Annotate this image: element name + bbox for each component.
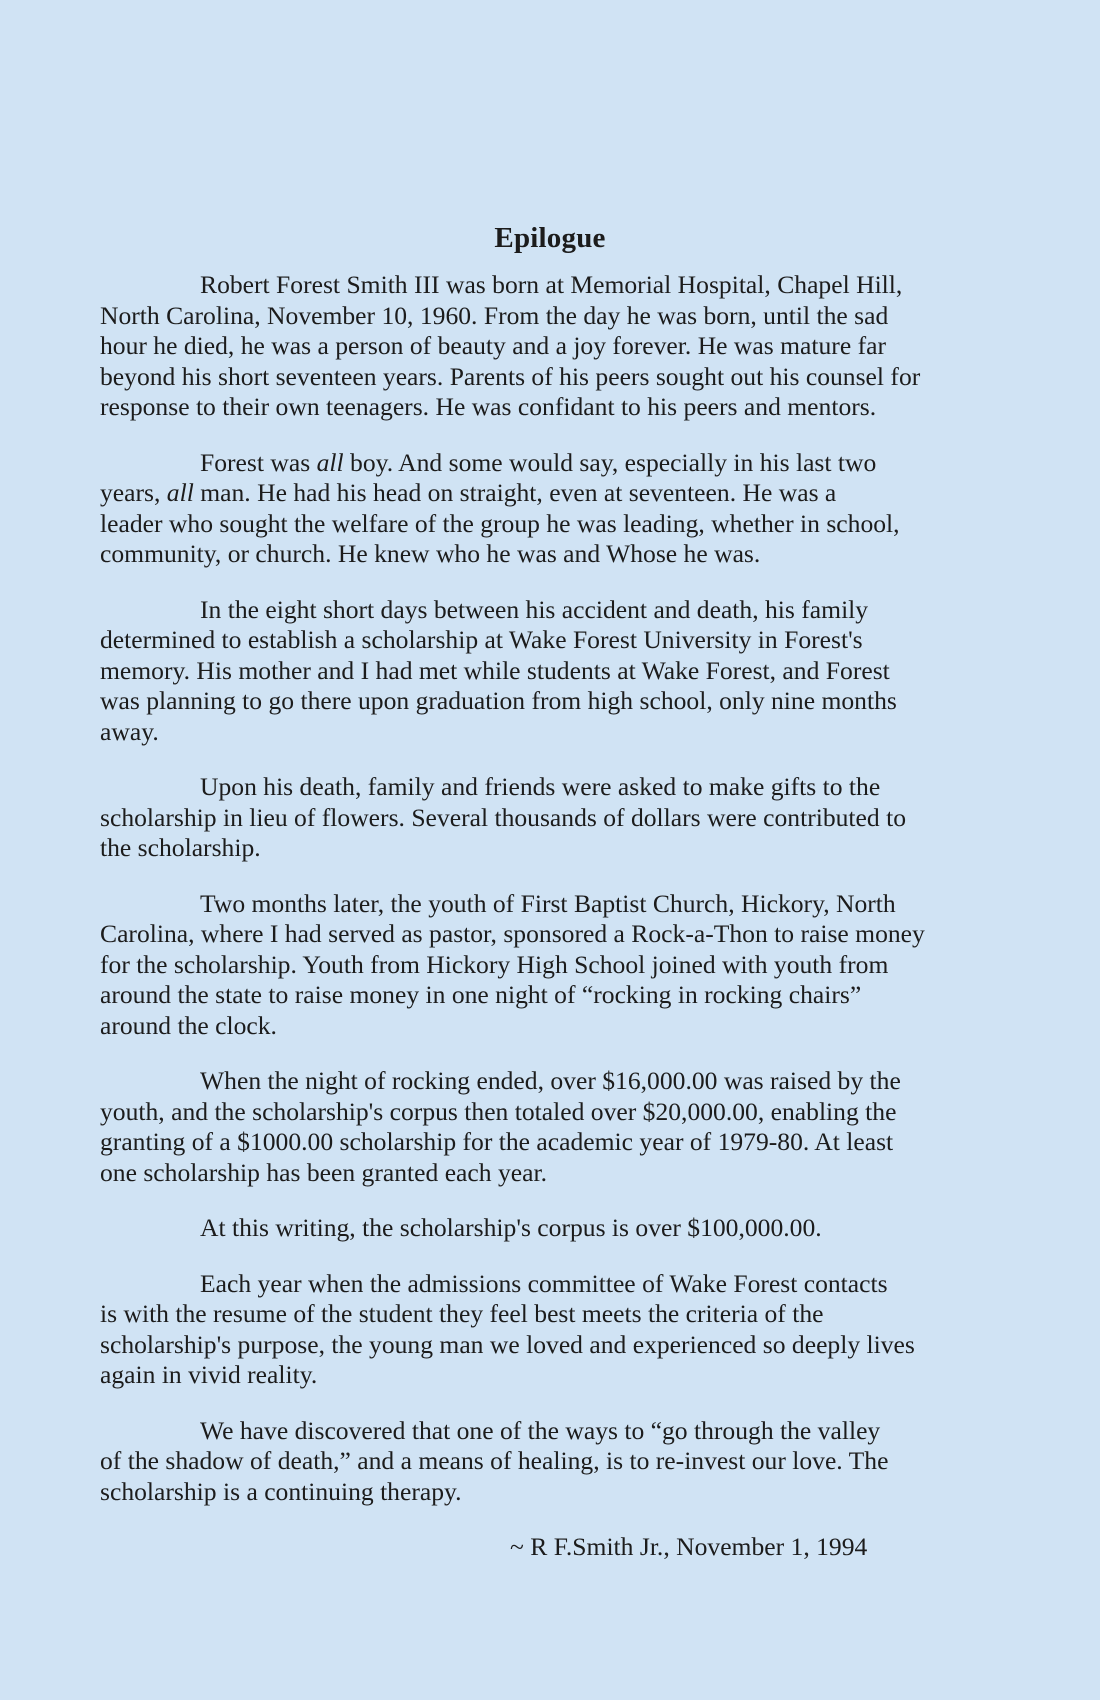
- paragraph-line: Carolina, where I had served as pastor, sponsored a Rock-a-Thon to raise money: [100, 919, 925, 948]
- paragraph-line: North Carolina, November 10, 1960. From the day he was born, until the sad: [100, 300, 889, 330]
- paragraph-line: response to their own teenagers. He was confidant to his peers and mentors.: [100, 392, 877, 421]
- paragraph-line: memory. His mother and I had met while students at Wake Forest, and Forest: [100, 655, 890, 685]
- text-run: Forest was: [200, 447, 317, 477]
- paragraph-8: [100, 1269, 1000, 1391]
- paragraph-line: beyond his short seventeen years. Parents of his peers sought out his counsel for: [100, 361, 921, 391]
- paragraph-9: [100, 1416, 1000, 1508]
- paragraph-line: Two months later, the youth of First Baptist Church, Hickory, North: [200, 888, 896, 918]
- paragraph-line: scholarship's purpose, the young man we loved and experienced so deeply lives: [100, 1329, 915, 1359]
- paragraph-line: We have discovered that one of the ways to “go through the valley: [200, 1415, 881, 1445]
- paragraph-line: one scholarship has been granted each year.: [100, 1157, 547, 1187]
- paragraph-3: [100, 595, 1000, 748]
- paragraph-line: scholarship is a continuing therapy.: [100, 1476, 462, 1506]
- paragraph-line: of the shadow of death,” and a means of healing, is to re-invest our love. The: [100, 1446, 889, 1475]
- paragraph-line: [100, 478, 1000, 509]
- paragraph-line: youth, and the scholarship's corpus then totaled over $20,000.00, enabling the: [100, 1096, 897, 1126]
- paragraph-line: When the night of rocking ended, over $16,000.00 was raised by the: [200, 1066, 901, 1095]
- paragraph-line: Robert Forest Smith III was born at Memorial Hospital, Chapel Hill,: [200, 270, 903, 299]
- paragraph-line: granting of a $1000.00 scholarship for the academic year of 1979-80. At least: [100, 1127, 894, 1156]
- paragraph-line: is with the resume of the student they feel best meets the criteria of the: [100, 1299, 824, 1328]
- paragraph-line: was planning to go there upon graduation from high school, only nine months: [100, 686, 897, 715]
- paragraph-1: [100, 270, 1000, 423]
- paragraph-line: hour he died, he was a person of beauty and a joy forever. He was mature far: [100, 331, 886, 360]
- paragraph-line: scholarship in lieu of flowers. Several thousands of dollars were contributed to: [100, 802, 907, 832]
- paragraph-5: [100, 889, 1000, 1042]
- italic-text: all: [166, 478, 194, 507]
- paragraph-line: leader who sought the welfare of the group he was leading, whether in school,: [100, 508, 900, 538]
- paragraph-line: for the scholarship. Youth from Hickory High School joined with youth from: [100, 949, 889, 979]
- paragraph-7: [100, 1213, 1000, 1244]
- italic-text: all: [316, 447, 344, 477]
- paragraph-2: [100, 448, 1000, 570]
- paragraph-line: At this writing, the scholarship's corpus is over $100,000.00.: [200, 1213, 822, 1242]
- signature: ~ R F.Smith Jr., November 1, 1994: [510, 1532, 868, 1561]
- paragraph-4: [100, 772, 1000, 864]
- paragraph-line: around the clock.: [100, 1010, 277, 1040]
- paragraph-line: away.: [100, 716, 159, 746]
- paragraph-line: [100, 448, 1000, 479]
- text-run: boy. And some would say, especially in his last two: [343, 447, 877, 477]
- paragraph-line: Each year when the admissions committee of Wake Forest contacts: [200, 1268, 888, 1298]
- paragraph-line: again in vivid reality.: [100, 1360, 318, 1389]
- paragraph-line: In the eight short days between his accident and death, his family: [200, 594, 869, 624]
- paragraph-line: determined to establish a scholarship at Wake Forest University in Forest's: [100, 625, 863, 654]
- paragraph-line: the scholarship.: [100, 833, 261, 862]
- text-run: man. He had his head on straight, even at seventeen. He was a: [193, 478, 837, 507]
- paragraph-line: community, or church. He knew who he was and Whose he was.: [100, 539, 761, 568]
- paragraph-line: around the state to raise money in one night of “rocking in rocking chairs”: [100, 980, 862, 1009]
- paragraph-line: Upon his death, family and friends were asked to make gifts to the: [200, 772, 881, 801]
- page-title: Epilogue: [494, 222, 606, 254]
- text-run: years,: [100, 478, 167, 507]
- paragraph-6: [100, 1066, 1000, 1188]
